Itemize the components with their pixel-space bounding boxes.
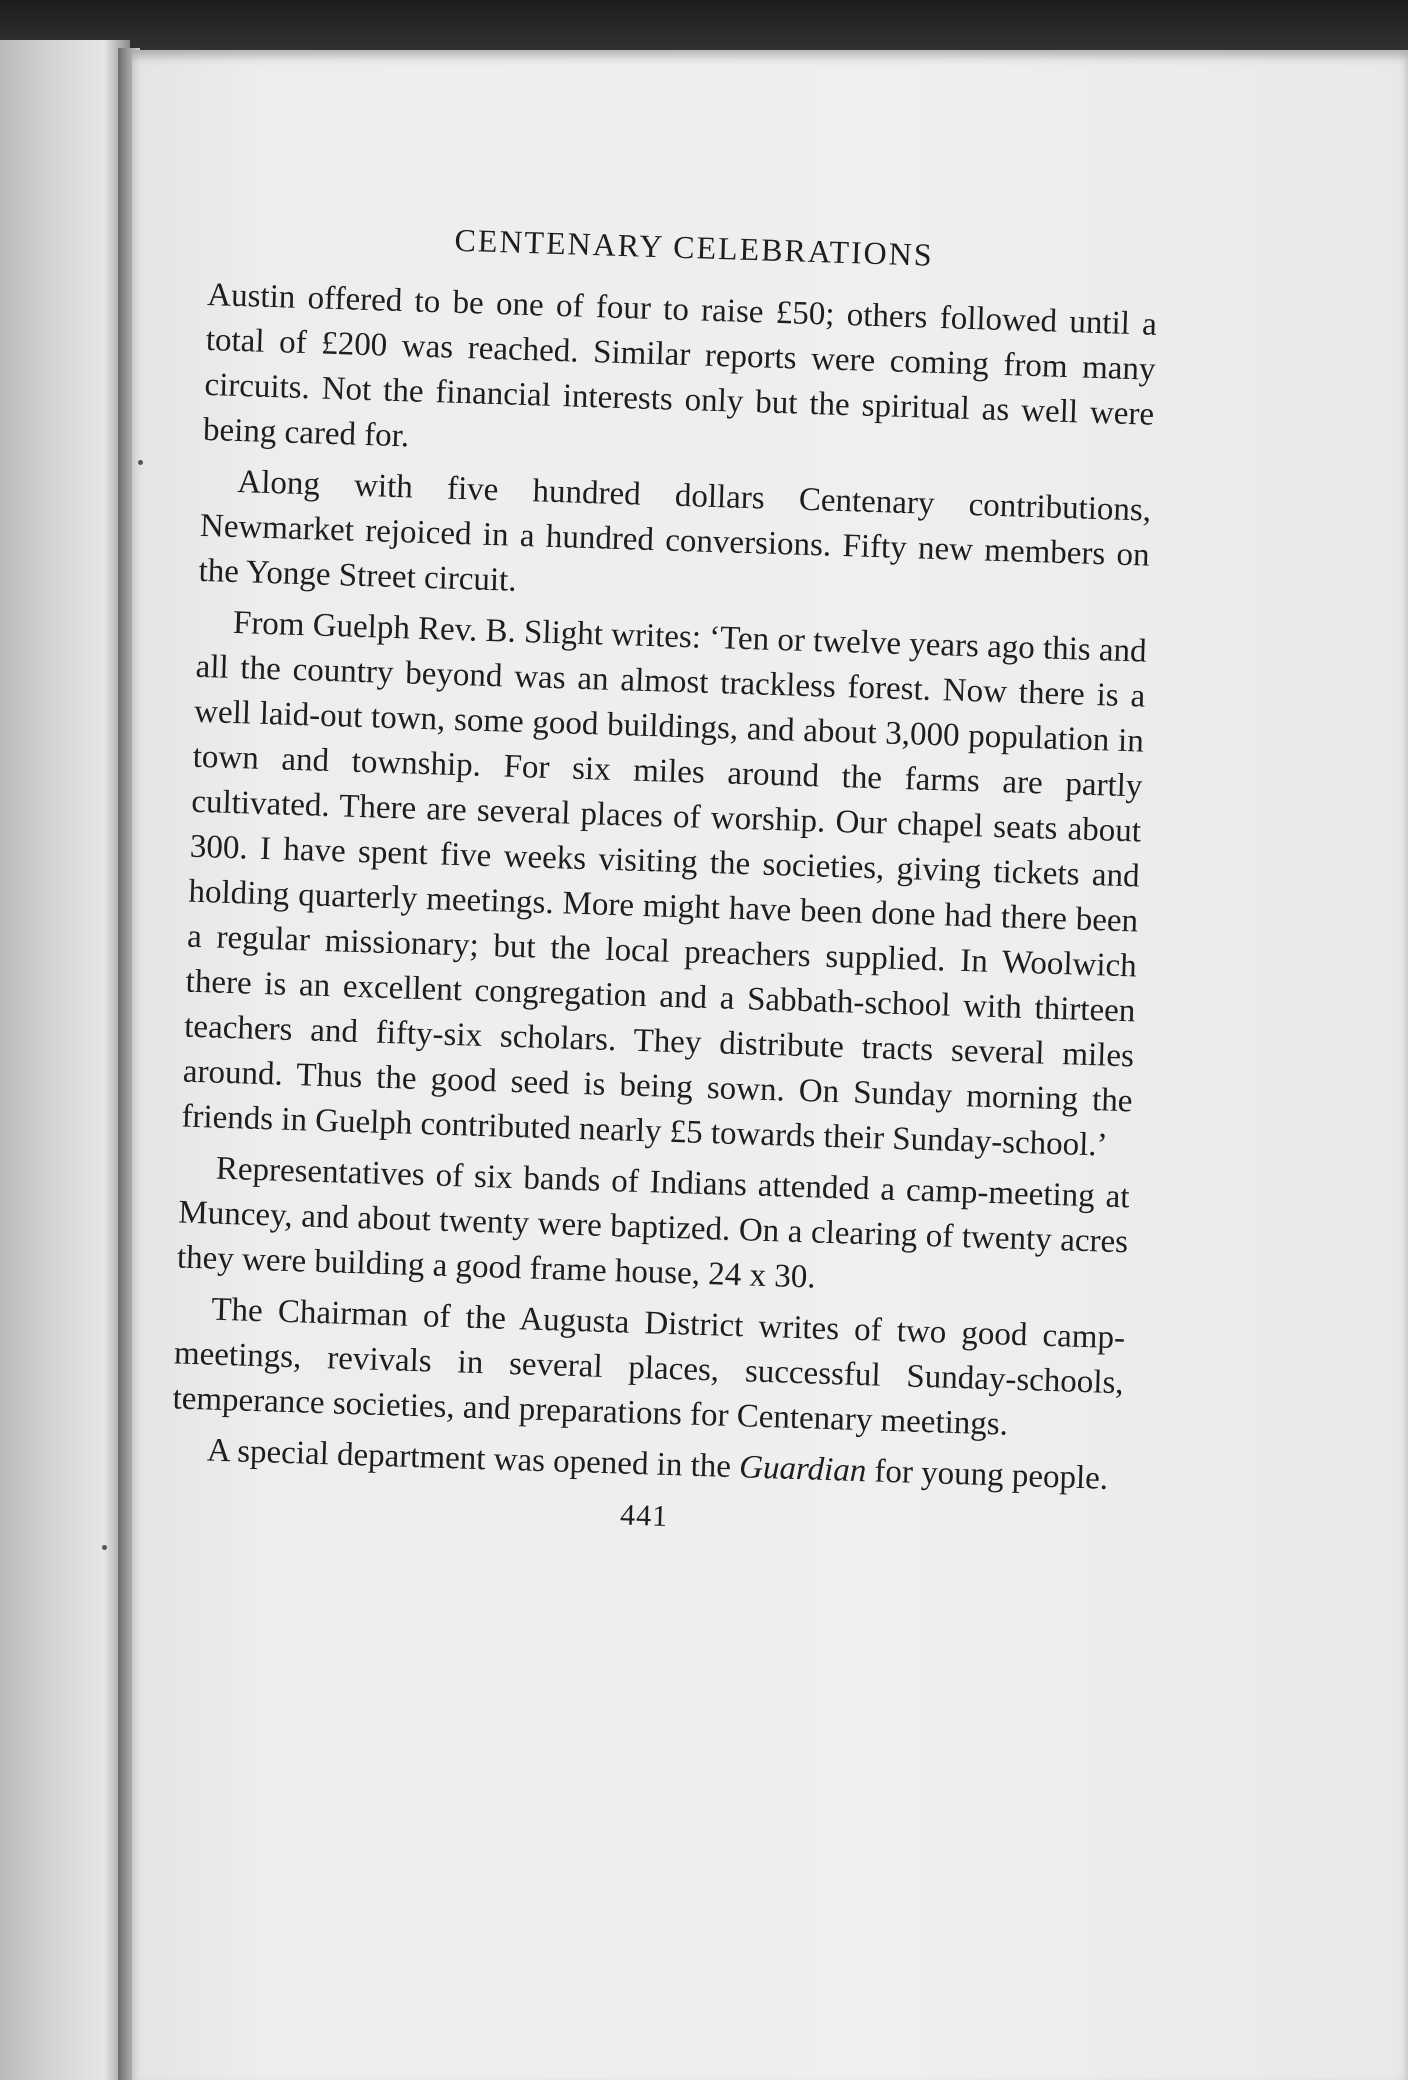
- page-number: 441: [619, 1498, 669, 1534]
- guardian-text-before: A special department was opened in the: [206, 1432, 740, 1486]
- page-text: [169, 210, 1160, 1553]
- paragraph-guelph: From Guelph Rev. B. Slight writes: ‘Ten or twelve years ago this and all the country beyond was an almost trackless forest. Now there is a well laid-out town, some good buildings, and about 3,000 population in town and township. For six miles around the farms are partly cultivated. There are several places of worship. Our chapel seats about 300. I have spent five weeks visiting the societies, giving tickets and holding quarterly meetings. More might have been done had there been a regular missionary; but the local preachers supplied. In Woolwich there is an excellent congregation and a Sabbath-school with thirteen teachers and fifty-six scholars. They distribute tracts several miles around. Thus the good seed is being sown. On Sunday morning the friends in Guelph contributed nearly £5 towards their Sunday-school.’: [180, 604, 1148, 1164]
- previous-page-edge: [0, 40, 130, 2080]
- paragraph-augusta: The Chairman of the Augusta District writes of two good camp-meetings, revivals in several places, successful Sunday-schools, temperance societies, and preparations for Centenary meetings.: [172, 1291, 1126, 1443]
- guardian-text-after: for young people.: [865, 1453, 1109, 1497]
- paragraph-muncey: Representatives of six bands of Indians attended a camp-meeting at Muncey, and about twenty were baptized. On a clearing of twenty acres they were building a good frame house, 24 x 30.: [176, 1150, 1131, 1296]
- speck: [138, 460, 143, 465]
- paragraph-newmarket: Along with five hundred dollars Centenary contributions, Newmarket rejoiced in a hundred conversions. Fifty new members on the Yonge Street circuit.: [198, 464, 1152, 599]
- guardian-title: Guardian: [738, 1449, 867, 1490]
- running-head: CENTENARY CELEBRATIONS: [453, 221, 935, 273]
- paragraph-austin: Austin offered to be one of four to raise £50; others followed until a total of £200 was reached. Similar reports were coming from many circuits. Not the financial interests only but the spiritual as well were being cared for.: [202, 276, 1158, 455]
- speck: [102, 1545, 107, 1550]
